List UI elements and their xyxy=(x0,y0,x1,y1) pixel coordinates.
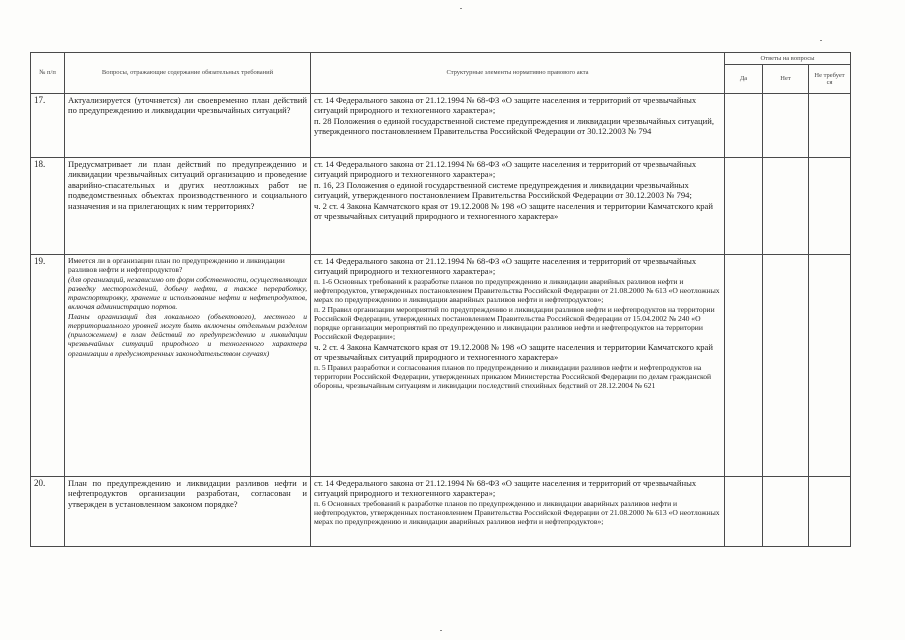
question-text: Имеется ли в организации план по предупреждению и ликвидации разливов нефти и нефтепродуктов? xyxy=(68,256,285,275)
header-num: № п/п xyxy=(31,53,65,94)
row-acts xyxy=(311,255,725,477)
act-item: ч. 2 ст. 4 Закона Камчатского края от 19.12.2008 № 198 «О защите населения и территории Камчатского край от чрезвычайных ситуаций природного и техногенного характера» xyxy=(314,341,713,363)
act-item: ст. 14 Федерального закона от 21.12.1994 № 68-ФЗ «О защите населения и территорий от чрезвычайных ситуаций природного и техногенного характера»; xyxy=(314,95,697,116)
row-number: 19. xyxy=(31,255,65,477)
answer-na-cell[interactable] xyxy=(809,158,851,255)
row-acts xyxy=(311,477,725,547)
answer-yes-cell[interactable] xyxy=(725,158,763,255)
act-item: ч. 2 ст. 4 Закона Камчатского края от 19.12.2008 № 198 «О защите населения и территории Камчатского край от чрезвычайных ситуаций природного и техногенного характера» xyxy=(314,200,713,222)
answer-no-cell[interactable] xyxy=(763,477,809,547)
act-item: п. 16, 23 Положения о единой государственной системе предупреждения и ликвидации чрезвычайных ситуаций, утвержденного постановлением Правительства Российской Федерации от 30.12.2003 № 794; xyxy=(314,179,692,201)
act-item: п. 28 Положения о единой государственной системе предупреждения и ликвидации чрезвычайных ситуаций, утвержденного постановлением Правительства Российской Федерации от 30.12.2003 № 794 xyxy=(314,115,715,137)
table-row xyxy=(31,158,851,255)
table-row xyxy=(31,255,851,477)
answer-yes-cell[interactable] xyxy=(725,94,763,158)
row-acts xyxy=(311,158,725,255)
act-item: п. 5 Правил разработки и согласования планов по предупреждению и ликвидации разливов нефти и нефтепродуктов на территории Российской Федерации, утвержденных приказом Министерства Российской Федерации по делам гражданской обороны, чрезвычайным ситуациям и ликвидации последствий стихийных бедствий от 28.12.2004 № 621 xyxy=(314,362,712,391)
table-row xyxy=(31,477,851,547)
act-item: ст. 14 Федерального закона от 21.12.1994 № 68-ФЗ «О защите населения и территорий от чрезвычайных ситуаций природного и техногенного характера»; xyxy=(314,256,697,277)
act-item: ст. 14 Федерального закона от 21.12.1994 № 68-ФЗ «О защите населения и территорий от чрезвычайных ситуаций природного и техногенного характера»; xyxy=(314,478,697,499)
row-question: Актуализируется (уточняется) ли своевременно план действий по предупреждению и ликвидации чрезвычайных ситуаций? xyxy=(65,94,311,158)
act-item: п. 6 Основных требований к разработке планов по предупреждению и ликвидации аварийных разливов нефти и нефтепродуктов, утвержденных постановлением Правительства Российской Федерации от 21.08.2000 № 613 «О неотложных мерах по предупреждению и ликвидации аварийных разливов нефти и нефтепродуктов»; xyxy=(314,498,720,527)
answer-na-cell[interactable] xyxy=(809,477,851,547)
answer-na-cell[interactable] xyxy=(809,94,851,158)
header-row xyxy=(31,53,851,65)
row-question: Предусматривает ли план действий по предупреждению и ликвидации чрезвычайных ситуаций организацию и проведение аварийно-спасательных и других неотложных работ не подведомственных объектах производственного и социального назначения и на прилегающих к ним территориях? xyxy=(65,158,311,255)
scan-speck xyxy=(820,40,822,41)
answer-yes-cell[interactable] xyxy=(725,477,763,547)
table-row xyxy=(31,94,851,158)
answer-yes-cell[interactable] xyxy=(725,255,763,477)
act-item: ст. 14 Федерального закона от 21.12.1994 № 68-ФЗ «О защите населения и территорий от чрезвычайных ситуаций природного и техногенного характера»; xyxy=(314,159,697,180)
answer-no-cell[interactable] xyxy=(763,158,809,255)
row-number: 18. xyxy=(31,158,65,255)
header-na: Не требует ся xyxy=(809,65,851,94)
answer-no-cell[interactable] xyxy=(763,94,809,158)
header-answers: Ответы на вопросы xyxy=(725,53,851,65)
question-note: Планы организаций для локального (объектового), местного и территориального уровней могут быть включены отдельным разделом (приложением) в план действий по предупреждению и ликвидации чрезвычайных ситуаций природного и техногенного характера организации в предусмотренных законодательством случаях) xyxy=(68,311,307,358)
header-questions: Вопросы, отражающие содержание обязательных требований xyxy=(65,53,311,94)
scan-speck xyxy=(460,8,462,9)
header-acts: Структурные элементы нормативно правового акта xyxy=(311,53,725,94)
row-acts xyxy=(311,94,725,158)
scan-speck xyxy=(440,630,442,631)
question-note: (для организаций, независимо от форм собственности, осуществляющих разведку месторождений, добычу нефти, а также переработку, транспортировку, хранение и использование нефти и нефтепродуктов, включая администрацию портов. xyxy=(68,274,307,312)
answer-na-cell[interactable] xyxy=(809,255,851,477)
act-item: п. 1-6 Основных требований к разработке планов по предупреждению и ликвидации аварийных разливов нефти и нефтепродуктов, утвержденных постановлением Правительства Российской Федерации от 21.08.2000 № 613 «О неотложных мерах по предупреждению и ликвидации аварийных разливов нефти и нефтепродуктов»; xyxy=(314,276,720,305)
header-yes: Да xyxy=(725,65,763,94)
header-no: Нет xyxy=(763,65,809,94)
row-question: План по предупреждению и ликвидации разливов нефти и нефтепродуктов организации разработан, согласован и утвержден в установленном законом порядке? xyxy=(65,477,311,547)
row-number: 20. xyxy=(31,477,65,547)
row-number: 17. xyxy=(31,94,65,158)
checklist-table xyxy=(30,52,851,547)
answer-no-cell[interactable] xyxy=(763,255,809,477)
act-item: п. 2 Правил организации мероприятий по предупреждению и ликвидации разливов нефти и нефтепродуктов на территории Российской Федерации, утвержденных постановлением Правительства Российской Федерации от 15.04.2002 № 240 «О порядке организации мероприятий по предупреждению и ликвидации разливов нефти и нефтепродуктов на территории Российской Федерации»; xyxy=(314,304,715,342)
row-question xyxy=(65,255,311,477)
